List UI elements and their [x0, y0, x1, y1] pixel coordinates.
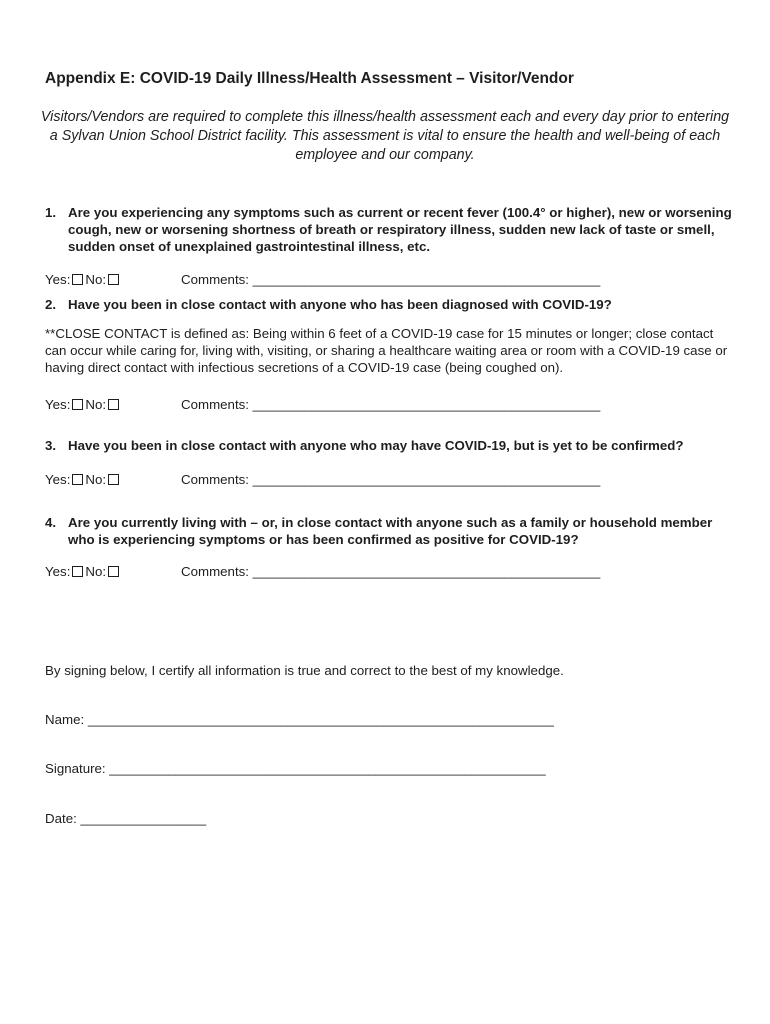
yes-checkbox[interactable]	[72, 566, 83, 577]
question-number: 3.	[45, 438, 57, 453]
answer-row-2	[45, 397, 645, 414]
no-checkbox[interactable]	[108, 474, 119, 485]
answer-row-3	[45, 472, 645, 489]
yes-checkbox[interactable]	[72, 274, 83, 285]
question-text: Are you experiencing any symptoms such as current or recent fever (100.4° or higher), new or worsening cough, new or worsening shortness of breath or respiratory illness, sudden new lack of taste or smell, sudden onset of unexplained gastrointestinal illness, etc.	[68, 205, 732, 254]
page-title: Appendix E: COVID-19 Daily Illness/Health Assessment – Visitor/Vendor	[45, 70, 574, 87]
question-text: Have you been in close contact with anyone who has been diagnosed with COVID-19?	[68, 297, 612, 312]
yes-label: Yes:	[45, 472, 71, 487]
comments-field[interactable]: Comments: _______________________________________________	[181, 564, 601, 579]
comments-field[interactable]: Comments: _______________________________________________	[181, 272, 601, 287]
question-number: 2.	[45, 297, 57, 312]
question-text: Have you been in close contact with anyone who may have COVID-19, but is yet to be confirmed?	[68, 438, 684, 453]
no-label: No:	[85, 272, 107, 287]
yes-label: Yes:	[45, 564, 71, 579]
comments-field[interactable]: Comments: _______________________________________________	[181, 397, 601, 412]
no-label: No:	[85, 472, 107, 487]
no-checkbox[interactable]	[108, 566, 119, 577]
yes-checkbox[interactable]	[72, 474, 83, 485]
name-field[interactable]: Name: _______________________________________________________________	[45, 712, 554, 727]
question-1	[45, 204, 735, 255]
no-checkbox[interactable]	[108, 399, 119, 410]
question-text: Are you currently living with – or, in close contact with anyone such as a family or household member who is experiencing symptoms or has been confirmed as positive for COVID-19?	[68, 515, 713, 547]
question-2	[45, 296, 735, 313]
yes-label: Yes:	[45, 397, 71, 412]
comments-field[interactable]: Comments: _______________________________________________	[181, 472, 601, 487]
question-number: 1.	[45, 205, 57, 220]
answer-row-4	[45, 564, 645, 581]
no-label: No:	[85, 564, 107, 579]
date-field[interactable]: Date: _________________	[45, 811, 207, 826]
no-checkbox[interactable]	[108, 274, 119, 285]
certification-statement: By signing below, I certify all information is true and correct to the best of my knowledge.	[45, 663, 564, 678]
close-contact-note: **CLOSE CONTACT is defined as: Being within 6 feet of a COVID-19 case for 15 minutes or longer; close contact can occur while caring for, living with, visiting, or sharing a healthcare waiting area or room with a COVID-19 case or having direct contact with infectious secretions of a COVID-19 case (being coughed on).	[45, 326, 728, 375]
question-3	[45, 437, 735, 454]
question-number: 4.	[45, 515, 57, 530]
question-4	[45, 514, 735, 548]
answer-row-1	[45, 272, 645, 289]
signature-field[interactable]: Signature: ___________________________________________________________	[45, 761, 546, 776]
yes-label: Yes:	[45, 272, 71, 287]
intro-paragraph: Visitors/Vendors are required to complete this illness/health assessment each and every day prior to entering a Sylvan Union School District facility. This assessment is vital to ensure the health and well-being of each employee and our company.	[40, 109, 730, 163]
yes-checkbox[interactable]	[72, 399, 83, 410]
no-label: No:	[85, 397, 107, 412]
